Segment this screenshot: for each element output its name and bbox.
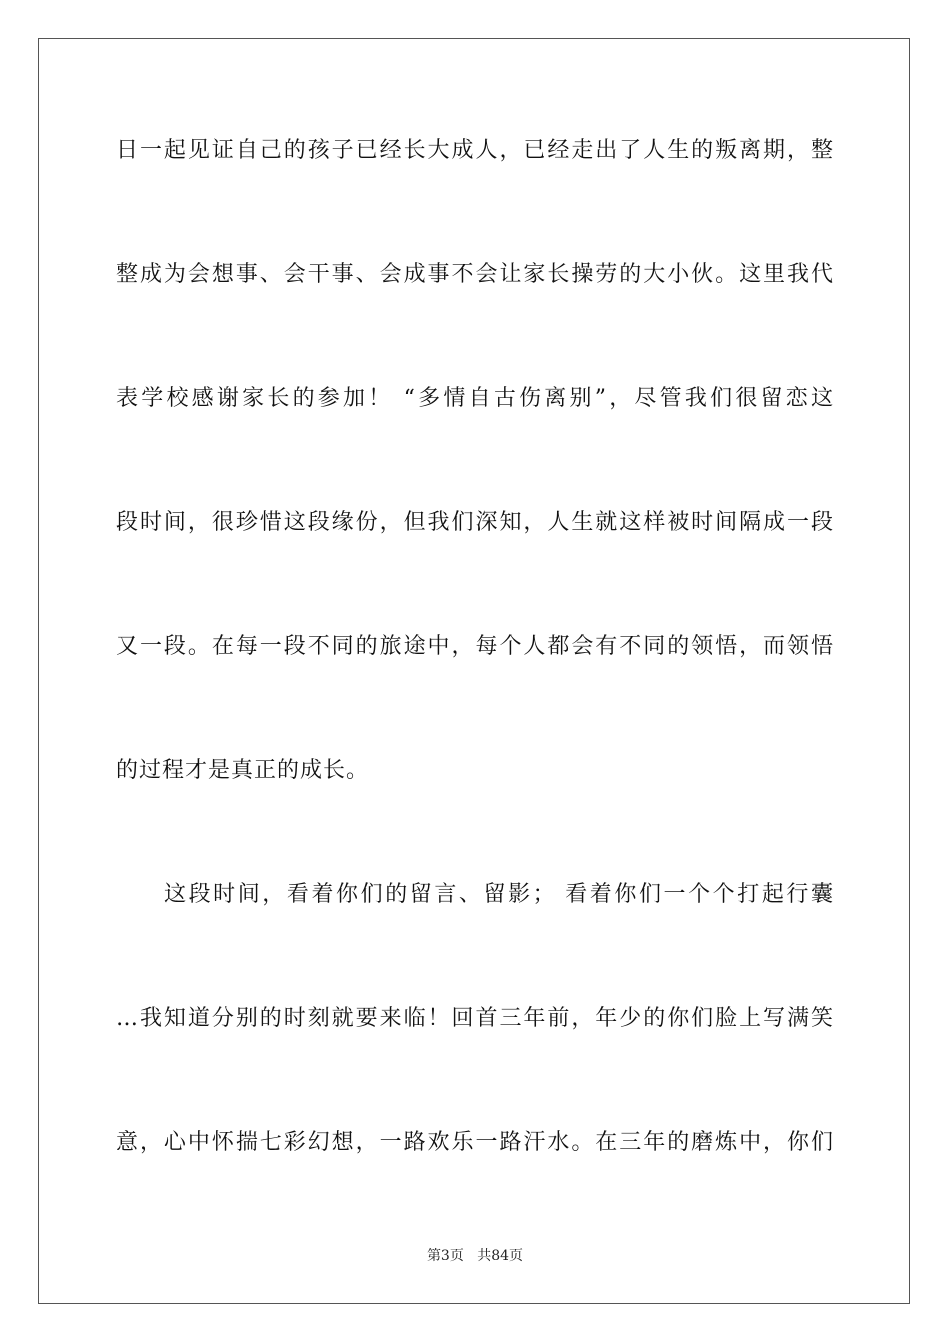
- total-pages: 共84页: [477, 1248, 524, 1264]
- paragraph-first-line: 这段时间，看着你们的留言、留影； 看着你们一个个打起行囊: [164, 882, 834, 907]
- body-text-line: 又一段。在每一段不同的旅途中，每个人都会有不同的领悟，而领悟: [116, 634, 834, 659]
- page-border: [38, 38, 910, 1304]
- body-text-line: 日一起见证自己的孩子已经长大成人，已经走出了人生的叛离期，整: [116, 138, 834, 163]
- body-text-line: 的过程才是真正的成长。: [116, 758, 370, 783]
- body-text-line: 整成为会想事、会干事、会成事不会让家长操劳的大小伙。这里我代: [116, 262, 834, 287]
- page-footer: [0, 1246, 950, 1266]
- page-number: 第3页: [426, 1248, 464, 1264]
- body-text-line: …我知道分别的时刻就要来临！回首三年前，年少的你们脸上写满笑: [116, 1006, 834, 1031]
- body-text-line: 表学校感谢家长的参加！ “多情自古伤离别”，尽管我们很留恋这: [116, 386, 834, 411]
- body-text-line: 意，心中怀揣七彩幻想，一路欢乐一路汗水。在三年的磨炼中，你们: [116, 1130, 834, 1155]
- body-text-line: 段时间，很珍惜这段缘份，但我们深知，人生就这样被时间隔成一段: [116, 510, 834, 535]
